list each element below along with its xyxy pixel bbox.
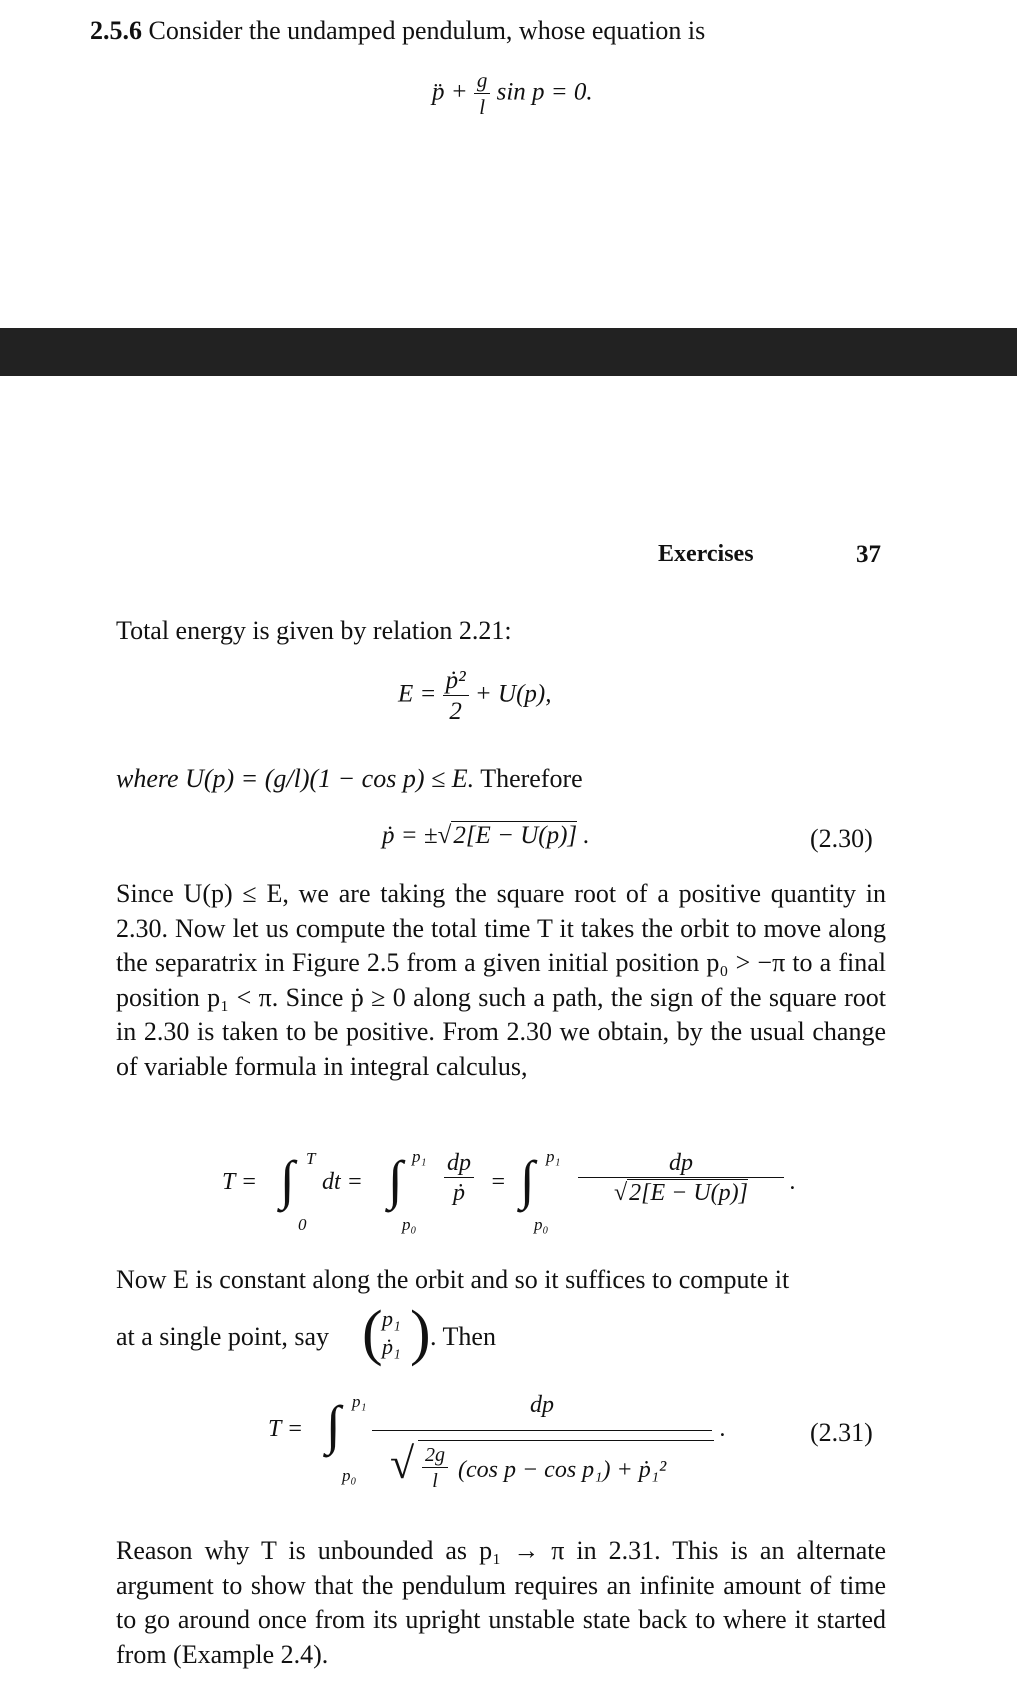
pendulum-equation (432, 70, 593, 118)
now-e-constant: Now E is constant along the orbit and so it suffices to compute it (116, 1265, 790, 1294)
integral-lower-limit: p₀ (534, 1215, 549, 1234)
ti-fraction-2 (444, 1151, 474, 1205)
integral-upper-limit: T (306, 1149, 316, 1168)
fraction-denominator: 2[E − U(p)] (629, 1180, 749, 1206)
eq230-radicand: 2[E − U(p)] (453, 822, 578, 849)
fraction-denominator: 2 (449, 698, 462, 725)
then-text: . Then (430, 1322, 496, 1351)
running-title: Exercises (658, 541, 754, 567)
single-point-line (116, 1299, 536, 1368)
eq231-radical (418, 1440, 714, 1501)
paragraph-reason (116, 1534, 886, 1672)
eq231-lhs: T = (268, 1416, 304, 1442)
paragraph-separatrix (116, 877, 886, 1085)
ti-fraction-3: $\frac{dp}{√2[E - U(p)]}$ (578, 1151, 784, 1205)
paragraph-text: Since U(p) ≤ E, we are taking the square root of a positive quantity in 2.30. Now let us compute the total time T it takes the orbit to move along the separatrix in Figure 2.5 from a given initial position p₀ > −π to a final position p₁ < π. Since ṗ ≥ 0 along such a path, the sign of the square root in 2.30 is taken to be positive. From 2.30 we obtain, by the usual change of variable formula in integral calculus, (116, 879, 886, 1081)
equation-2-30: ṗ = ±√2[E − U(p)] . (382, 822, 590, 849)
fraction-numerator: 2g (422, 1445, 448, 1468)
pendulum-eq-fraction (474, 70, 491, 118)
integral-sign: ∫ (326, 1395, 341, 1455)
vector-bottom: ṗ₁ (382, 1334, 401, 1359)
integral-lower-limit: 0 (298, 1215, 307, 1234)
time-integral-equation (222, 1147, 822, 1237)
integral-upper-limit: p₁ (352, 1392, 367, 1411)
energy-eq-rhs: + U(p), (474, 680, 552, 708)
eq231-numerator: dp (530, 1392, 554, 1418)
therefore-text: Therefore (480, 764, 583, 793)
problem-number: 2.5.6 (90, 16, 142, 45)
fraction-denominator: l (479, 95, 486, 119)
ti-period: . (790, 1169, 796, 1195)
equation-tag-2-30: (2.30) (810, 824, 873, 853)
eq231-fraction-bar (372, 1430, 712, 1431)
fraction-numerator: dp (444, 1151, 474, 1178)
vector-top: p₁ (382, 1306, 401, 1331)
integral-lower-limit: p₀ (402, 1215, 417, 1234)
single-point-text: at a single point, say (116, 1322, 330, 1351)
integral-sign: ∫ (520, 1150, 535, 1210)
ti-lhs: T = (222, 1169, 258, 1195)
energy-equation (398, 668, 551, 724)
integral-lower-limit: p₀ (342, 1466, 357, 1485)
fraction-numerator: g (474, 70, 491, 94)
equation-tag-2-31: (2.31) (810, 1418, 873, 1447)
where-u-definition: where U(p) = (g/l)(1 − cos p) ≤ E. (116, 764, 475, 793)
eq230-period: . (583, 822, 590, 849)
eq230-lhs: ṗ = ± (382, 822, 438, 849)
fraction-denominator: l (432, 1470, 438, 1492)
integral-sign: ∫ (280, 1150, 295, 1210)
fraction-numerator: dp (578, 1151, 784, 1178)
problem-text: Consider the undamped pendulum, whose equation is (148, 16, 706, 45)
sqrt-sign: √ (390, 1439, 415, 1488)
pendulum-eq-rhs: sin p = 0. (496, 78, 593, 106)
energy-eq-lhs: E = (398, 680, 437, 708)
eq231-period: . (720, 1416, 726, 1442)
vector-left-paren: ( (362, 1299, 383, 1367)
integral-upper-limit: p₁ (412, 1147, 427, 1166)
vector-right-paren: ) (410, 1299, 431, 1367)
pendulum-eq-lhs: p̈ + (432, 78, 468, 106)
eq231-denominator-rest: (cos p − cos p₁) + ṗ₁² (458, 1457, 667, 1483)
equation-2-31 (268, 1392, 748, 1502)
problem-statement (90, 16, 705, 46)
where-line (116, 764, 583, 794)
energy-intro: Total energy is given by relation 2.21: (116, 616, 512, 645)
fraction-numerator: ṗ² (443, 668, 469, 696)
energy-eq-fraction (443, 668, 469, 724)
integral-upper-limit: p₁ (546, 1147, 561, 1166)
page-divider-band (0, 328, 1017, 376)
ti-dt: dt = (322, 1169, 363, 1195)
eq231-inner-fraction (422, 1445, 448, 1491)
ti-equals: = (490, 1169, 507, 1195)
integral-sign: ∫ (388, 1150, 403, 1210)
fraction-denominator: ṗ (453, 1180, 465, 1206)
paragraph-text: Reason why T is unbounded as p₁ → π in 2.31. This is an alternate argument to show that the pendulum requires an infinite amount of time to go around once from its upright unstable state back to where it started from (Example 2.4). (116, 1536, 886, 1669)
page-number: 37 (856, 541, 881, 568)
